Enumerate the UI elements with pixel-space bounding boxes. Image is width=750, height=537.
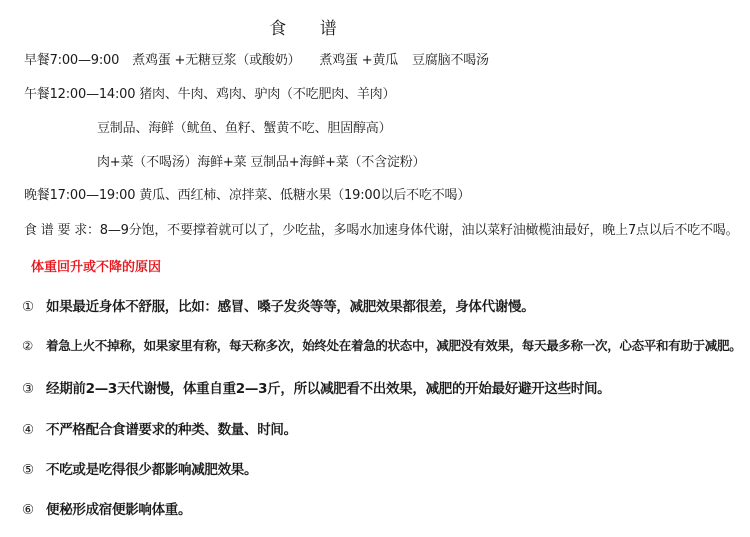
reason-number: ③: [22, 381, 34, 397]
reason-number: ②: [22, 338, 33, 353]
breakfast-option-2: 煮鸡蛋 +黄瓜: [319, 53, 399, 68]
reason-text: 不严格配合食谱要求的种类、数量、时间。: [46, 422, 297, 438]
page-title: 食 谱: [269, 19, 351, 39]
reason-item: [22, 336, 741, 354]
breakfast-option-3: 豆腐脑不喝汤: [412, 53, 489, 68]
lunch-line-3: 肉+菜（不喝汤）海鲜+菜 豆制品+海鲜+菜（不含淀粉）: [97, 155, 426, 170]
breakfast-option-1: 煮鸡蛋 +无糖豆浆（或酸奶）: [132, 53, 301, 68]
breakfast-line: [24, 49, 489, 68]
reason-item: [22, 458, 257, 478]
dinner-line: 晚餐17:00—19:00 黄瓜、西红柿、凉拌菜、低糖水果（19:00以后不吃不喝）: [24, 188, 471, 203]
lunch-line-1: 午餐12:00—14:00 猪肉、牛肉、鸡肉、驴肉（不吃肥肉、羊肉）: [24, 87, 396, 102]
reason-text: 经期前2—3天代谢慢，体重自重2—3斤，所以减肥看不出效果，减肥的开始最好避开这些时间。: [46, 381, 611, 397]
reason-text: 着急上火不掉称，如果家里有称，每天称多次，始终处在着急的状态中，减肥没有效果，每天最多称一次，心态平和有助于减肥。: [46, 338, 742, 353]
reason-number: ⑤: [22, 462, 34, 478]
reason-text: 不吃或是吃得很少都影响减肥效果。: [46, 462, 258, 478]
reason-text: 便秘形成宿便影响体重。: [46, 502, 192, 518]
reason-item: [22, 295, 534, 315]
reason-item: [22, 377, 610, 397]
reason-item: [22, 418, 297, 438]
reason-text: 如果最近身体不舒服，比如：感冒、嗓子发炎等等，减肥效果都很差，身体代谢慢。: [46, 299, 535, 315]
lunch-line-2: 豆制品、海鲜（鱿鱼、鱼籽、蟹黄不吃、胆固醇高）: [97, 121, 392, 136]
reason-number: ⑥: [22, 502, 34, 518]
reason-item: [22, 498, 191, 518]
reason-number: ①: [22, 299, 34, 315]
breakfast-time: 早餐7:00—9:00: [24, 53, 120, 68]
reasons-heading: 体重回升或不降的原因: [31, 260, 162, 275]
reason-number: ④: [22, 422, 34, 438]
diet-requirements: 食 谱 要 求：8—9分饱，不要撑着就可以了，少吃盐，多喝水加速身体代谢，油以菜籽油橄榄油最好，晚上7点以后不吃不喝。: [24, 223, 739, 238]
